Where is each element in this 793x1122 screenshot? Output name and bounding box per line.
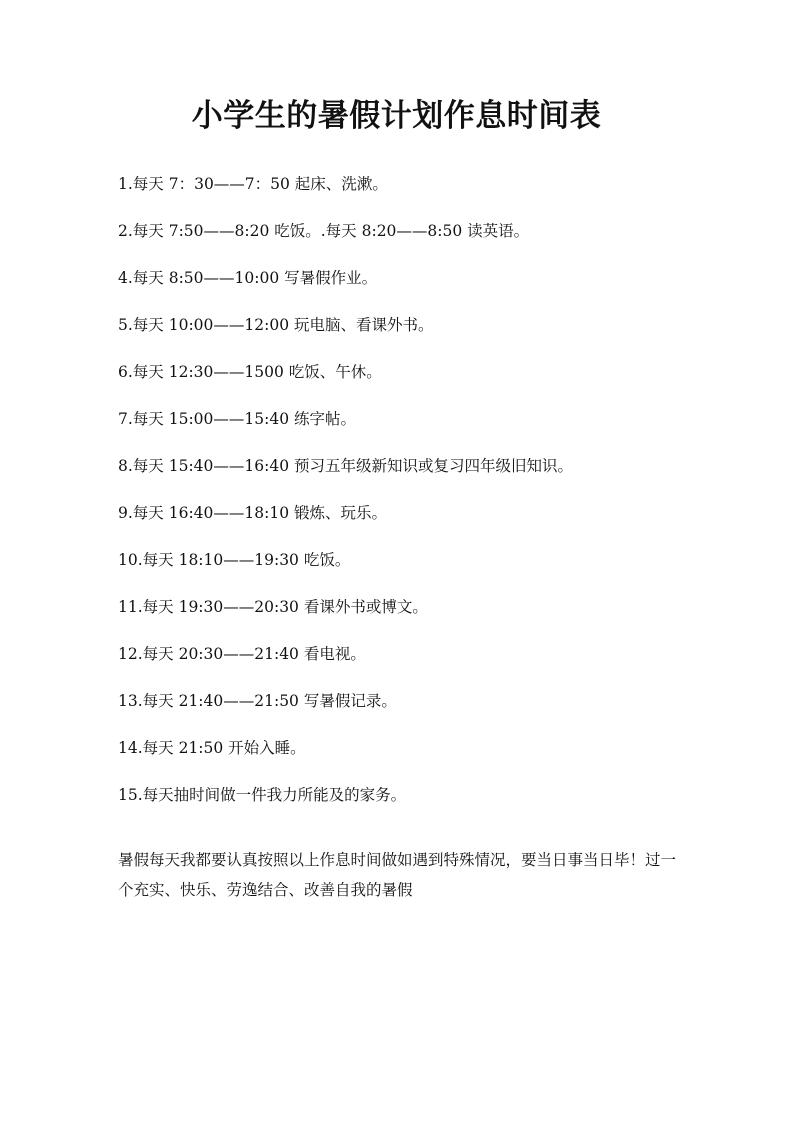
schedule-list (118, 173, 718, 831)
schedule-item: 12.每天 20:30——21:40 看电视。 (118, 645, 366, 663)
schedule-item: 7.每天 15:00——15:40 练字帖。 (118, 410, 356, 428)
schedule-item: 5.每天 10:00——12:00 玩电脑、看课外书。 (118, 316, 434, 334)
schedule-item: 9.每天 16:40——18:10 锻炼、玩乐。 (118, 504, 387, 522)
document-title: 小学生的暑假计划作息时间表 (191, 98, 602, 134)
schedule-item: 8.每天 15:40——16:40 预习五年级新知识或复习四年级旧知识。 (118, 457, 573, 475)
schedule-item: 2.每天 7:50——8:20 吃饭。.每天 8:20——8:50 读英语。 (118, 222, 530, 240)
schedule-item: 6.每天 12:30——1500 吃饭、午休。 (118, 363, 382, 381)
schedule-item: 13.每天 21:40——21:50 写暑假记录。 (118, 692, 397, 710)
schedule-item: 11.每天 19:30——20:30 看课外书或博文。 (118, 598, 428, 616)
schedule-item: 15.每天抽时间做一件我力所能及的家务。 (118, 786, 407, 804)
schedule-item: 14.每天 21:50 开始入睡。 (118, 739, 306, 757)
closing-paragraph: 暑假每天我都要认真按照以上作息时间做如遇到特殊情况，要当日事当日毕！过一个充实、快乐、劳逸结合、改善自我的暑假 (118, 850, 677, 899)
schedule-item: 10.每天 18:10——19:30 吃饭。 (118, 551, 351, 569)
schedule-item: 1.每天 7：30——7：50 起床、洗漱。 (118, 175, 388, 193)
schedule-item: 4.每天 8:50——10:00 写暑假作业。 (118, 269, 378, 287)
